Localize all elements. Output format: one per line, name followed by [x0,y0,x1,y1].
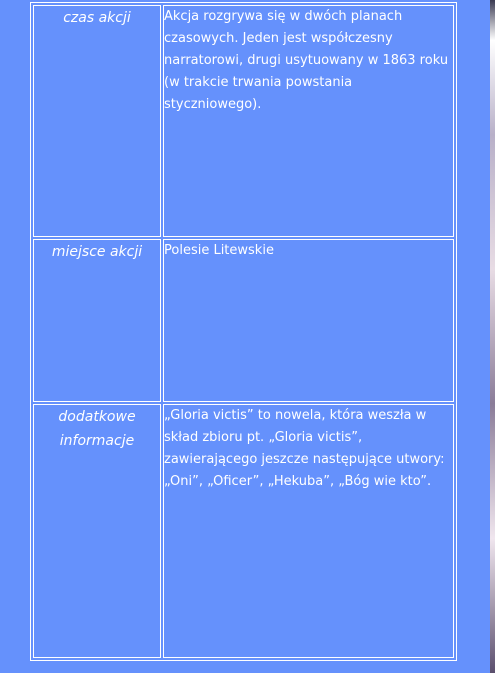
label-dodatkowe-informacje: dodatkowe informacje [33,404,161,658]
value-miejsce-akcji: Polesie Litewskie [163,239,454,402]
value-dodatkowe-informacje: „Gloria victis” to nowela, która weszła w skład zbioru pt. „Gloria victis”, zawierającego jeszcze następujące utwory: „Oni”, „Oficer”, „Hekuba”, „Bóg wie kto”. [163,404,454,658]
info-table [30,2,457,661]
table-row-dodatkowe-informacje [33,404,454,658]
label-czas-akcji: czas akcji [33,5,161,237]
right-edge-strip [490,0,495,673]
label-miejsce-akcji: miejsce akcji [33,239,161,402]
table-row-czas-akcji [33,5,454,237]
table-row-miejsce-akcji [33,239,454,402]
value-czas-akcji: Akcja rozgrywa się w dwóch planach czasowych. Jeden jest współczesny narratorowi, drugi usytuowany w 1863 roku (w trakcie trwania powstania styczniowego). [163,5,454,237]
